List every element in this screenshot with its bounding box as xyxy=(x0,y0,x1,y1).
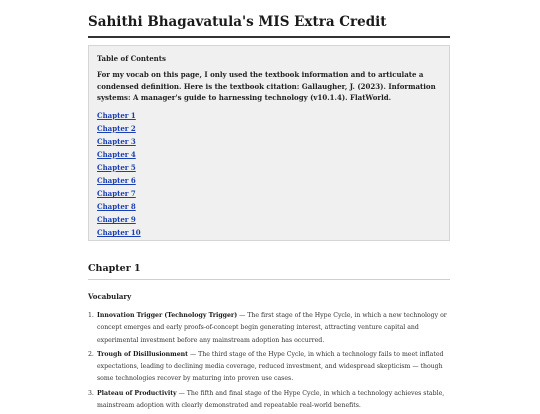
vocab-term: Trough of Disillusionment xyxy=(97,350,189,358)
toc-item xyxy=(97,119,441,132)
table-of-contents xyxy=(88,45,450,241)
vocab-definition: — The fifth and final stage of the Hype Cycle, in which a technology achieves stable, mainstream adoption with clearly demonstrated and repeatable real-world benefits. xyxy=(97,389,445,410)
vocab-term: Plateau of Productivity xyxy=(97,389,177,397)
vocab-item-number: 1. xyxy=(88,312,94,319)
toc-item xyxy=(97,158,441,171)
toc-item xyxy=(97,132,441,145)
toc-item xyxy=(97,184,441,197)
toc-link-chapter-3[interactable]: Chapter 3 xyxy=(97,136,136,146)
toc-item xyxy=(97,171,441,184)
toc-link-chapter-9[interactable]: Chapter 9 xyxy=(97,215,136,225)
vocab-definition: — The third stage of the Hype Cycle, in which a technology fails to meet inflated expectations, leading to declining media coverage, reduced investment, and widespread skepticism — though some technologies recover by maturing into proven use cases. xyxy=(97,350,444,383)
vocab-item-number: 2. xyxy=(88,350,94,358)
vocab-term: Innovation Trigger (Technology Trigger) xyxy=(97,312,238,319)
toc-link-chapter-8[interactable]: Chapter 8 xyxy=(97,202,136,212)
chapter-divider xyxy=(88,279,450,280)
toc-item xyxy=(97,145,441,158)
vocab-item xyxy=(88,310,450,347)
vocab-item-number: 3. xyxy=(88,389,94,397)
toc-item xyxy=(97,106,441,119)
toc-item xyxy=(97,197,441,210)
toc-link-chapter-1[interactable]: Chapter 1 xyxy=(97,110,136,120)
toc-intro: For my vocab on this page, I only used the textbook information and to articulate a condensed definition. Here is the textbook citation: Gallaugher, J. (2023). Information systems: A manager's guide to harnessing technology (v10.1.4). FlatWorld. xyxy=(97,70,436,102)
toc-link-chapter-10[interactable]: Chapter 10 xyxy=(97,228,141,238)
title-divider xyxy=(88,36,450,38)
toc-item xyxy=(97,210,441,223)
toc-link-chapter-6[interactable]: Chapter 6 xyxy=(97,175,136,185)
toc-link-chapter-7[interactable]: Chapter 7 xyxy=(97,189,136,199)
vocab-definition: — The first stage of the Hype Cycle, in which a new technology or concept emerges and early proofs-of-concept begin generating interest, attracting venture capital and experimental investment before any mainstream adoption has occurred. xyxy=(97,312,447,344)
toc-link-list xyxy=(97,106,441,237)
page-title: Sahithi Bhagavatula's MIS Extra Credit xyxy=(88,14,387,30)
vocabulary-list xyxy=(88,310,450,414)
toc-heading: Table of Contents xyxy=(97,54,166,63)
vocabulary-heading: Vocabulary xyxy=(88,292,132,301)
toc-link-chapter-5[interactable]: Chapter 5 xyxy=(97,162,136,172)
vocab-item xyxy=(88,388,450,413)
toc-link-chapter-4[interactable]: Chapter 4 xyxy=(97,149,136,159)
vocab-item xyxy=(88,349,450,386)
toc-link-chapter-2[interactable]: Chapter 2 xyxy=(97,123,136,133)
toc-item xyxy=(97,223,441,236)
chapter-1-heading: Chapter 1 xyxy=(88,263,141,274)
